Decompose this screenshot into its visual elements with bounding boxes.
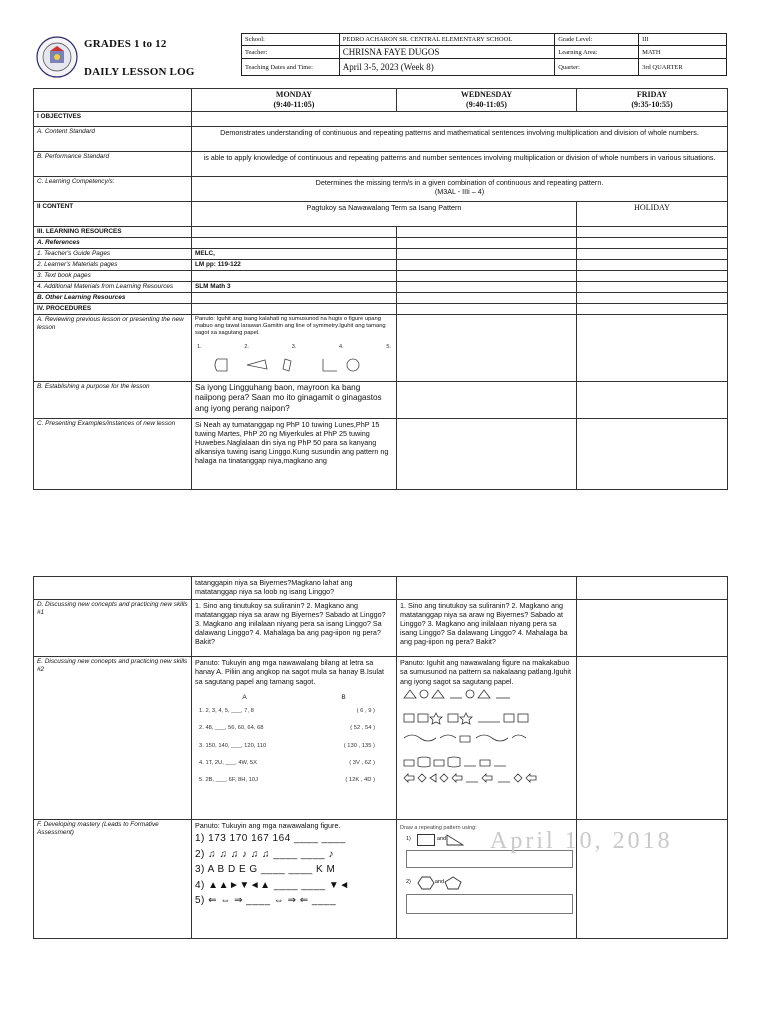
competency-text: Determines the missing term/s in a given combination of continuous and repeating pattern. (315, 178, 604, 187)
review-num-2: 2. (244, 343, 249, 350)
additional-materials-value: SLM Math 3 (192, 282, 397, 293)
day-header-wednesday: WEDNESDAY (9:40-11:05) (397, 89, 577, 112)
mastery-label: F. Developing mastery (Leads to Formative Assessment) (34, 820, 192, 939)
f-wed-and-2: and (434, 879, 445, 886)
e-item-a: 1. 2, 3, 4, 5, ___, 7, 8 (199, 708, 254, 715)
quarter-label: Quarter: (555, 59, 639, 76)
resources-heading: III. LEARNING RESOURCES (34, 227, 192, 238)
discussing-2-wednesday (397, 657, 577, 820)
f-instruction: Panuto: Tukuyin ang mga nawawalang figure. (195, 821, 341, 830)
review-cell (192, 315, 397, 382)
e-item-row (199, 708, 389, 715)
lesson-table-part1 (33, 88, 728, 490)
e-col-b: B (341, 694, 346, 702)
other-resources-label: B. Other Learning Resources (34, 293, 192, 304)
review-label: A. Reviewing previous lesson or presenting the new lesson (34, 315, 192, 382)
competency-label: C. Learning Competency/s: (34, 177, 192, 202)
purpose-label: B. Establishing a purpose for the lesson (34, 382, 192, 419)
quarter-value: 3rd QUARTER (639, 59, 727, 76)
presenting-label: C. Presenting Examples/instances of new lesson (34, 419, 192, 490)
half-figures-image (195, 357, 365, 373)
square-icon (417, 834, 435, 846)
presenting-text-continued: tatanggapin niya sa Biyernes?Magkano lahat ang matatanggap niya sa loob ng isang Linggo? (192, 577, 397, 600)
doc-title-dll: DAILY LESSON LOG (84, 66, 195, 78)
e-column-headers (195, 694, 393, 702)
lm-label: 2. Learner's Materials pages (34, 260, 192, 271)
f-item-4: 4) ▲▲►▼◄▲ ____ ____ ▼◄ (195, 879, 350, 891)
day-header-monday: MONDAY (9:40-11:05) (192, 89, 397, 112)
e-item-b: ( 130 , 135 ) (343, 742, 375, 749)
area-value: MATH (639, 46, 727, 59)
right-triangle-icon (446, 834, 464, 846)
purpose-text: Sa iyong Lingguhang baon, mayroon ka bang naiipong pera? Saan mo ito ginagamit o ginagastos ang iyong perang naipon? (192, 382, 397, 419)
f-wed-num-1: 1) (406, 836, 411, 843)
f-item-5: 5) ⇐ ⇔ ⇒ ____ ⇔ ⇒ ⇐ ____ (195, 895, 337, 907)
discussing-2-label: E. Discussing new concepts and practicing new skills #2 (34, 657, 192, 820)
grade-value: III (639, 34, 727, 46)
competency-cell (192, 177, 728, 202)
shape-patterns-image (400, 686, 572, 786)
f-item-1: 1) 173 170 167 164 ____ ____ (195, 833, 346, 845)
e-items-list (195, 708, 393, 784)
e-item-b: ( 52 , 54 ) (350, 725, 375, 732)
f-item-3: 3) A B D E G ____ ____ K M (195, 864, 336, 876)
pentagon-icon (444, 876, 462, 890)
tg-value: MELC, (192, 249, 397, 260)
e-item-row (199, 725, 389, 732)
dates-value: April 3-5, 2023 (Week 8) (339, 59, 555, 76)
deped-seal-icon (36, 36, 78, 78)
lesson-table-part2 (33, 576, 728, 939)
textbook-label: 3. Text book pages (34, 271, 192, 282)
holiday-label: HOLIDAY (577, 202, 728, 227)
references-heading: A. References (34, 238, 192, 249)
presenting-text: Si Neah ay tumatanggap ng PhP 10 tuwing Lunes,PhP 15 tuwing Martes, PhP 20 ng Miyerkules at PhP 25 tuwing Huwebes.Naglalaan din siya ng PhP 50 para sa kanyang alkansiya tuwing isang Linggo.Kung susundin ang pattern ng halaga na tinatanggap niya,magkano ang (192, 419, 397, 490)
day-header-friday: FRIDAY (9:35-10:55) (577, 89, 728, 112)
review-num-4: 4. (339, 343, 344, 350)
mastery-monday (192, 820, 397, 939)
dates-label: Teaching Dates and Time: (242, 59, 340, 76)
e-item-row (199, 743, 389, 750)
date-watermark: April 10, 2018 (490, 828, 673, 854)
e-col-a: A (242, 694, 247, 702)
content-standard-label: A. Content Standard (34, 127, 192, 152)
f-wed-and-1: and (436, 836, 447, 843)
f-wed-title: Draw a repeating pattern using: (400, 825, 477, 831)
e-item-a: 4. 1T, 2U, ___, 4W, 5X (199, 759, 257, 766)
e-item-b: ( 12K , 4D ) (345, 777, 375, 784)
review-number-row (197, 344, 391, 351)
review-num-5: 5. (386, 343, 391, 350)
e-instruction: Panuto: Tukuyin ang mga nawawalang bilang at letra sa hanay A. Piliin ang angkop na sagot mula sa hanay B.Isulat sa sagutang papel ang tamang sagot. (195, 658, 384, 686)
hexagon-icon (417, 876, 435, 890)
objectives-heading: I OBJECTIVES (34, 112, 192, 127)
content-standard-text: Demonstrates understanding of continuous and repeating patterns and mathematical sentences involving multiplication and division of whole numbers. (192, 127, 728, 152)
discussing-2-monday (192, 657, 397, 820)
content-heading: II CONTENT (34, 202, 192, 227)
additional-materials-label: 4. Additional Materials from Learning Resources (34, 282, 192, 293)
competency-code: (M3AL - IIIi – 4) (434, 187, 485, 196)
header-info-table (241, 33, 727, 76)
procedures-heading: IV. PROCEDURES (34, 304, 192, 315)
review-instruction: Panuto: Iguhit ang isang kalahati ng sumusunod na hugis o figure upang mabuo ang tawat larawan.Gamitin ang line of symmetry.Iguhit ang tamang sagot sa sagutang papel. (195, 316, 386, 337)
performance-standard-label: B. Performance Standard (34, 152, 192, 177)
performance-standard-text: is able to apply knowledge of continuous and repeating patterns and number sentences involving multiplication or division of whole numbers in various situations. (192, 152, 728, 177)
answer-box-2[interactable] (406, 894, 573, 914)
discussing-1-label: D. Discussing new concepts and practicing new skills #1 (34, 600, 192, 657)
school-value: PEDRO ACHARON SR. CENTRAL ELEMENTARY SCHOOL (339, 34, 555, 46)
content-topic: Pagtukoy sa Nawawalang Term sa Isang Pattern (192, 202, 577, 227)
discussing-1-monday: 1. Sino ang tinutukoy sa suliranin? 2. Magkano ang matatanggap niya sa araw ng Biyernes? Sabado at Linggo? 3. Magkano ang inilalaan niyang pera sa isang Linggo? Sa dalawang Linggo? 4. Mahalaga ba ang pag-iipon ng pera? Bakit? (192, 600, 397, 657)
school-label: School: (242, 34, 340, 46)
review-num-1: 1. (197, 343, 202, 350)
grade-label: Grade Level: (555, 34, 639, 46)
e-item-a: 2. 48, ___, 56, 60, 64, 68 (199, 725, 264, 732)
lm-value: LM pp: 119-122 (192, 260, 397, 271)
e-item-b: ( 3V , 6Z ) (349, 759, 375, 766)
e-item-b: ( 6 , 9 ) (356, 708, 375, 715)
discussing-1-wednesday: 1. Sino ang tinutukoy sa suliranin? 2. Magkano ang matatanggap niya sa araw ng Biyernes? Sabado at Linggo? 3. Magkano ang inilalaan niyang pera sa isang Linggo? Sa dalawang Linggo? 4. Mahalaga ba ang pag-iipon ng pera? Bakit? (397, 600, 577, 657)
area-label: Learning Area: (555, 46, 639, 59)
tg-label: 1. Teacher's Guide Pages (34, 249, 192, 260)
teacher-value: CHRISNA FAYE DUGOS (339, 46, 555, 59)
e-item-a: 5. 2B, ___, 6F, 8H, 10J (199, 777, 258, 784)
e-item-a: 3. 150, 140, ___, 120, 110 (199, 742, 267, 749)
f-item-2: 2) ♫ ♫ ♫ ♪ ♫ ♫ ____ ____ ♪ (195, 848, 334, 860)
f-wed-row-2 (406, 876, 573, 890)
review-num-3: 3. (291, 343, 297, 350)
f-wed-num-2: 2) (406, 879, 411, 886)
e-item-row (199, 760, 389, 767)
e-wed-instruction: Panuto: Iguhit ang nawawalang figure na makakabuo sa sumusunod na pattern sa nakalaang patlang.Iguhit ang iyong sagot sa sagutang papel. (400, 658, 572, 686)
doc-title-grades: GRADES 1 to 12 (84, 38, 167, 50)
e-item-row (199, 777, 389, 784)
teacher-label: Teacher: (242, 46, 340, 59)
